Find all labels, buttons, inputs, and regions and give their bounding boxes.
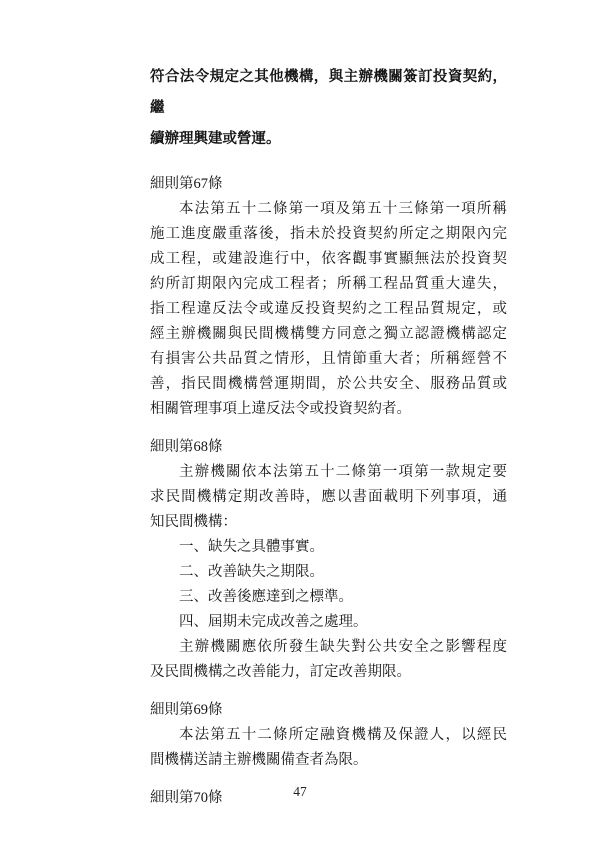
page-number: 47 <box>293 784 307 799</box>
text-line: 本法第五十二條所定融資機構及保證人，以經民 <box>179 727 507 743</box>
article-section <box>150 172 507 422</box>
text-line: 善，指民間機構營運期間，於公共安全、服務品質或 <box>150 376 507 392</box>
article-heading: 細則第70條 <box>150 790 223 806</box>
text-line: 成工程，或建設進行中，依客觀事實顯無法於投資契 <box>150 251 507 267</box>
text-line: 有損害公共品質之情形，且情節重大者；所稱經營不 <box>150 351 507 367</box>
sections-container <box>150 172 507 811</box>
article-section <box>150 435 507 685</box>
article-section <box>150 698 507 773</box>
text-line: 約所訂期限內完成工程者；所稱工程品質重大違失， <box>150 276 507 292</box>
text-line: 主辦機關依本法第五十二條第一項第一款規定要 <box>179 464 507 480</box>
text-line: 經主辦機關與民間機構雙方同意之獨立認證機構認定 <box>150 326 507 342</box>
article-heading: 細則第67條 <box>150 176 223 192</box>
bold-text-line: 續辦理興建或營運。 <box>150 131 281 147</box>
text-line: 二、改善缺失之期限。 <box>179 564 324 580</box>
text-line: 施工進度嚴重落後，指未於投資契約所定之期限內完 <box>150 226 507 242</box>
intro-paragraph <box>150 62 507 155</box>
text-line: 相關管理事項上違反法令或投資契約者。 <box>150 401 411 417</box>
document-content <box>150 62 507 824</box>
text-line: 主辦機關應依所發生缺失對公共安全之影響程度 <box>179 639 507 655</box>
text-line: 指工程違反法令或違反投資契約之工程品質規定，或 <box>150 301 507 317</box>
text-line: 及民間機構之改善能力，訂定改善期限。 <box>150 664 411 680</box>
text-line: 三、改善後應達到之標準。 <box>179 589 353 605</box>
text-line: 一、缺失之具體事實。 <box>179 539 324 555</box>
article-heading: 細則第68條 <box>150 439 223 455</box>
text-line: 求民間機構定期改善時，應以書面載明下列事項，通 <box>150 489 507 505</box>
bold-text-line: 符合法令規定之其他機構，與主辦機關簽訂投資契約，繼 <box>150 69 507 116</box>
text-line: 四、屆期未完成改善之處理。 <box>179 614 368 630</box>
text-line: 知民間機構： <box>150 514 237 530</box>
text-line: 間機構送請主辦機關備查者為限。 <box>150 752 368 768</box>
article-heading: 細則第69條 <box>150 702 223 718</box>
text-line: 本法第五十二條第一項及第五十三條第一項所稱 <box>179 201 507 217</box>
